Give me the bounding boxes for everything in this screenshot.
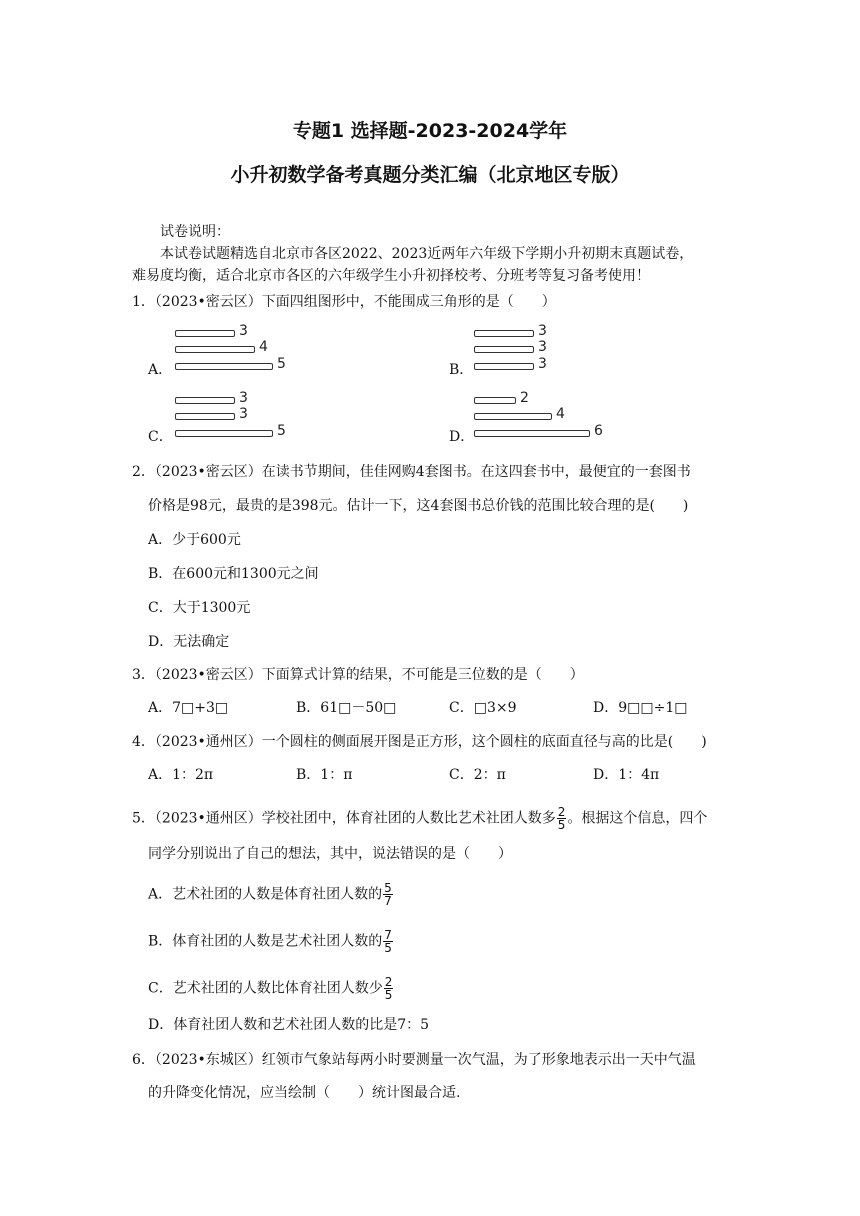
q3-option-a: A．7□+3□ xyxy=(148,700,229,716)
q6-line2: 的升降变化情况，应当绘制（ ）统计图最合适. xyxy=(148,1085,461,1101)
q3-option-b: B．61□－50□ xyxy=(296,700,397,716)
q5-line2: 同学分别说出了自己的想法，其中，说法错误的是（ ） xyxy=(148,846,512,862)
q2-line1: 2．（2023•密云区）在读书节期间，佳佳网购4套图书。在这四套书中，最便宜的一套图书 xyxy=(132,464,691,480)
q1-option-d-label: D． xyxy=(449,429,475,445)
page-subtitle: 小升初数学备考真题分类汇编（北京地区专版） xyxy=(230,164,630,186)
q1-option-c-label: C． xyxy=(148,429,173,445)
q1-stem: 1．（2023•密云区）下面四组图形中，不能围成三角形的是（ ） xyxy=(132,294,556,310)
q2-option-d: D．无法确定 xyxy=(148,634,230,650)
q3-option-d: D．9□□÷1□ xyxy=(593,700,688,716)
q5-option-a: A．艺术社团的人数是体育社团人数的 $\frac{5}{7}$ xyxy=(148,881,392,908)
q4-option-d: D．1：4π xyxy=(593,767,660,783)
intro-line2: 难易度均衡，适合北京市各区的六年级学生小升初择校考、分班考等复习备考使用！ xyxy=(132,268,650,284)
q4-option-a: A．1：2π xyxy=(148,767,214,783)
q5-fraction: $\frac{2}{5}$ xyxy=(557,805,566,832)
q5-option-d: D．体育社团人数和艺术社团人数的比是7：5 xyxy=(148,1017,430,1033)
q2-line2: 价格是98元，最贵的是398元。估计一下，这4套图书总价钱的范围比较合理的是( ) xyxy=(148,498,689,514)
q2-option-a: A．少于600元 xyxy=(148,532,241,548)
q5-option-b: B．体育社团的人数是艺术社团人数的 $\frac{7}{5}$ xyxy=(148,928,392,955)
q5-option-c: C．艺术社团的人数比体育社团人数少 $\frac{2}{5}$ xyxy=(148,975,393,1002)
page-title: 专题1 选择题-2023-2024学年 xyxy=(292,120,568,142)
q5-line1: 5．（2023•通州区）学校社团中，体育社团的人数比艺术社团人数多 $\frac{2}{5}$ 。根据这个信息，四个 xyxy=(132,805,708,832)
q4-option-c: C．2：π xyxy=(449,767,506,783)
q1-option-a-label: A． xyxy=(148,362,173,378)
q4-option-b: B．1：π xyxy=(296,767,353,783)
q3-option-c: C．□3×9 xyxy=(449,700,517,716)
q2-option-c: C．大于1300元 xyxy=(148,600,251,616)
q1-option-b-label: B． xyxy=(449,362,474,378)
q4-stem: 4．（2023•通州区）一个圆柱的侧面展开图是正方形，这个圆柱的底面直径与高的比是( ) xyxy=(132,734,707,750)
q3-stem: 3．（2023•密云区）下面算式计算的结果，不可能是三位数的是（ ） xyxy=(132,667,584,683)
intro-heading: 试卷说明： xyxy=(160,224,230,240)
q2-option-b: B．在600元和1300元之间 xyxy=(148,566,319,582)
q6-line1: 6．（2023•东城区）红领市气象站每两小时要测量一次气温，为了形象地表示出一天中气温 xyxy=(132,1052,696,1068)
intro-line1: 本试卷试题精选自北京市各区2022、2023近两年六年级下学期小升初期末真题试卷， xyxy=(160,246,694,262)
